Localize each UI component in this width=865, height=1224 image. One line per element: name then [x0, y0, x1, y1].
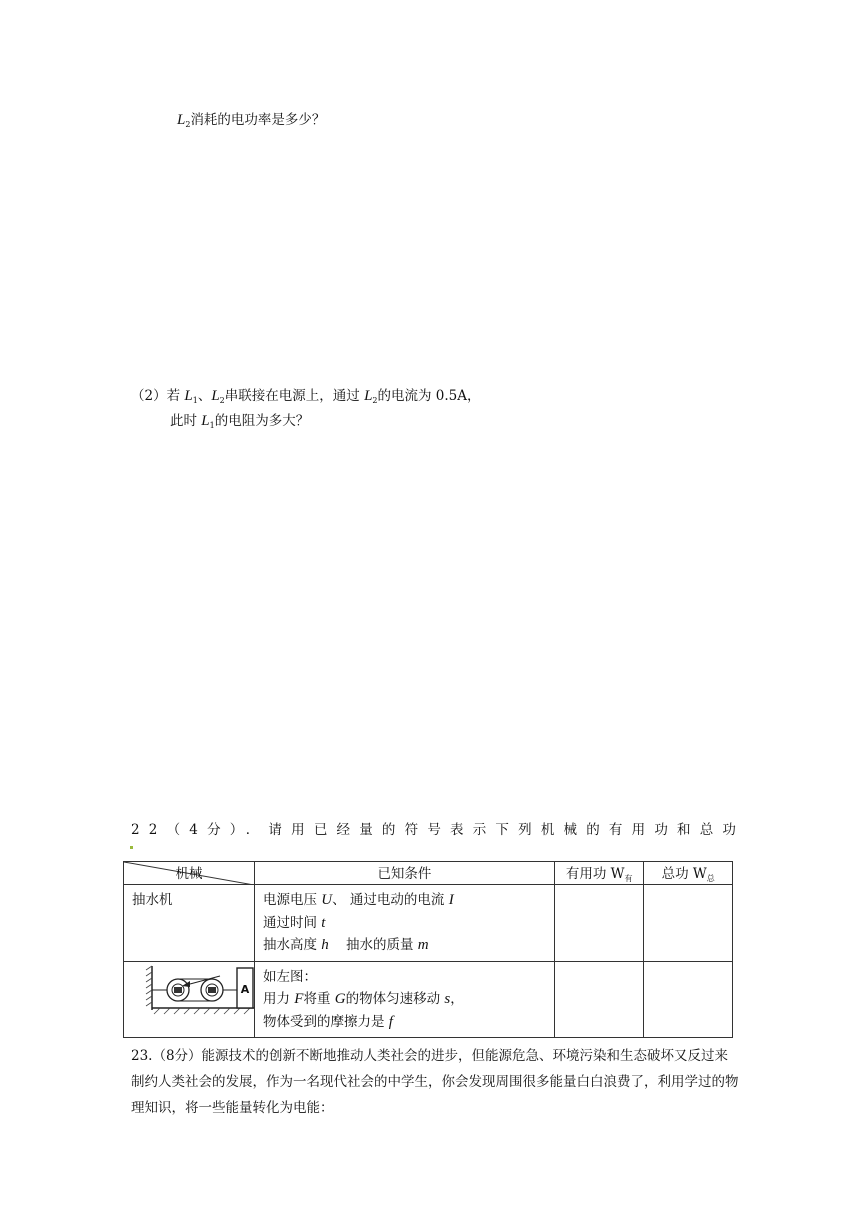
header-conditions: 已知条件 [255, 862, 555, 885]
row2-line2-d: ， [450, 991, 464, 1007]
header-total: 总功 W [661, 866, 707, 882]
q21-part2-line2-prefix: 此时 [170, 413, 202, 429]
q21-part1-line [177, 108, 325, 129]
var-l2: L [211, 388, 220, 404]
row2-conditions [255, 962, 554, 1038]
var-l1-sub: 1 [192, 396, 198, 405]
var-l2: L [177, 112, 186, 128]
var-f-friction: f [388, 1013, 393, 1030]
q21-part2-suffix: 的电流为 0.5A， [377, 388, 481, 404]
header-useful-sub: 有 [624, 874, 633, 883]
header-useful: 有用功 W [565, 866, 625, 882]
var-f-force: F [294, 991, 304, 1007]
pulley-figure [124, 962, 254, 1030]
row1-line1-b: 、 通过电动的电流 [332, 892, 449, 908]
row1-line2 [263, 912, 546, 935]
q22-title: 22（4分）．请用已经量的符号表示下列机械的有用功和总功 [131, 822, 746, 838]
row2-total-blank [644, 961, 733, 1038]
var-l2: L [364, 388, 373, 404]
row2-figure-cell [124, 961, 255, 1038]
machine-work-table [123, 861, 733, 1038]
q21-part2-prefix: （2）若 [131, 388, 185, 404]
row1-conditions [255, 885, 554, 961]
row1-line2-a: 通过时间 [263, 914, 322, 931]
q23-paragraph: 23.（8分）能源技术的创新不断地推动人类社会的进步，但能源危急、环境污染和生态破坏又反过来制约人类社会的发展，作为一名现代社会的中学生，你会发现周围很多能量白白浪费了，利用学过的物理知识，将一些能量转化为电能： [131, 1048, 739, 1116]
row1-line1 [263, 889, 546, 912]
header-total-sub: 总 [706, 874, 715, 883]
row1-line1-a: 电源电压 [263, 892, 322, 908]
var-l1: L [184, 388, 193, 404]
q21-part2-line2 [170, 409, 309, 430]
row1-line3-b: 抽水的质量 [328, 937, 418, 953]
var-u: U [321, 892, 333, 908]
figure-label-a: A [240, 982, 250, 996]
header-useful-cell [554, 862, 644, 885]
var-l1-sub: 1 [209, 421, 215, 430]
header-total-cell [644, 862, 733, 885]
row1-total-blank [644, 885, 733, 962]
table-row [124, 885, 733, 962]
row1-conditions-cell [255, 885, 555, 962]
row2-line1: 如左图： [263, 968, 317, 985]
row2-line2-b: 将重 [303, 991, 335, 1007]
var-l2-sub: 2 [219, 396, 225, 405]
row2-useful-blank [554, 961, 644, 1038]
var-t: t [321, 914, 326, 931]
decorative-dot [130, 846, 133, 849]
row1-useful-blank [554, 885, 644, 962]
var-m: m [417, 937, 429, 953]
var-h: h [321, 937, 329, 953]
row1-machine-cell [124, 885, 255, 962]
row1-line3-a: 抽水高度 [263, 937, 322, 953]
header-machine: 机械 [175, 866, 203, 882]
q21-part2-mid: 串联接在电源上，通过 [224, 388, 365, 404]
table-row [124, 961, 733, 1038]
var-l2-sub: 2 [185, 120, 191, 129]
header-machine-cell [124, 862, 255, 885]
q21-part2-line1 [131, 384, 481, 405]
row2-conditions-cell [255, 961, 555, 1038]
var-g: G [334, 991, 346, 1007]
var-l1: L [201, 413, 210, 429]
q21-part2-line2-suffix: 的电阻为多大？ [214, 413, 310, 429]
q21-part1-text: 消耗的电功率是多少？ [190, 112, 326, 128]
table-header-row [124, 862, 733, 885]
row2-line2-a: 用力 [263, 991, 295, 1007]
row1-machine: 抽水机 [132, 892, 173, 908]
var-s: s [444, 991, 451, 1007]
row2-line2-c: 的物体匀速移动 [345, 991, 445, 1007]
row2-line3-a: 物体受到的摩擦力是 [263, 1013, 389, 1030]
q21-part2-sep: 、 [197, 388, 212, 404]
row2-line2 [263, 988, 546, 1011]
var-i: I [448, 892, 454, 908]
var-l2-sub: 2 [372, 396, 378, 405]
row2-line3 [263, 1011, 546, 1034]
row1-line3 [263, 934, 546, 957]
